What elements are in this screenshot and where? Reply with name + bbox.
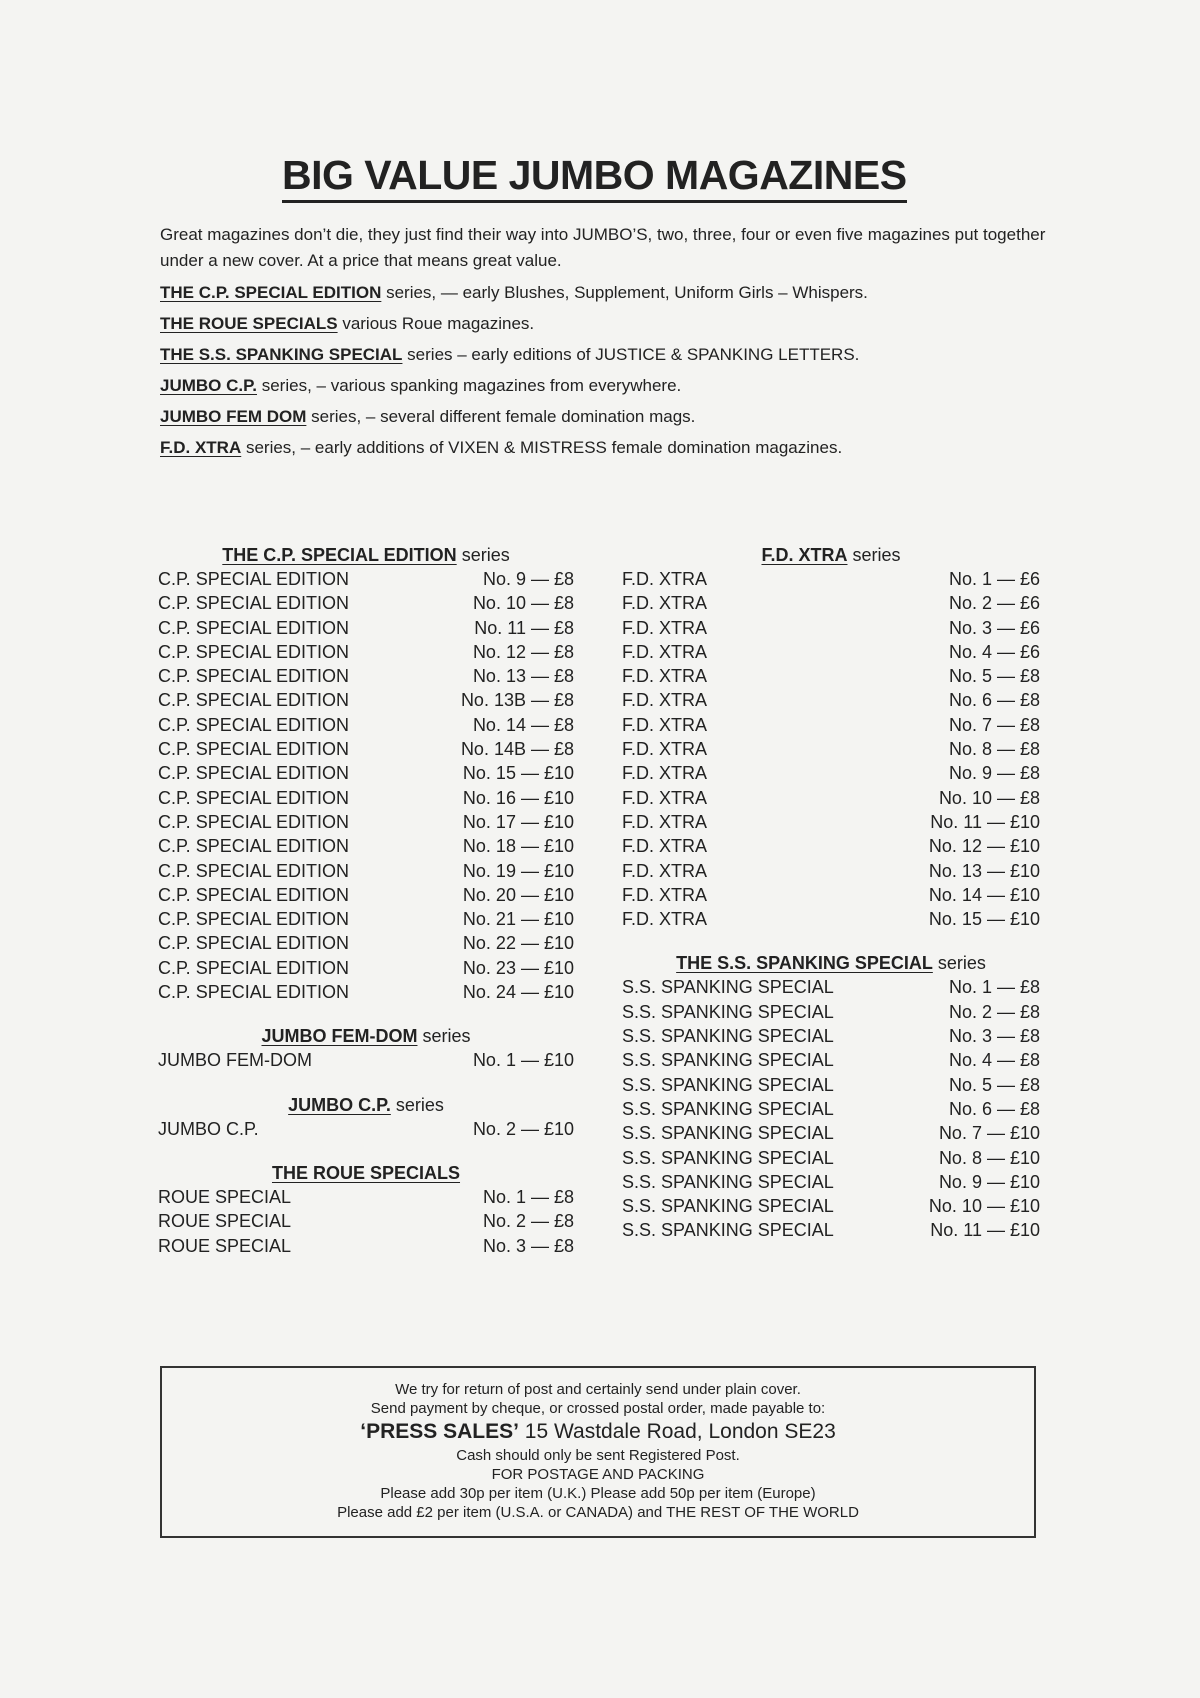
magazine-title: F.D. XTRA [622,884,708,905]
magazine-title: F.D. XTRA [622,569,708,589]
intro-line-text: series, – various spanking magazines from everywhere. [257,376,682,395]
price-list-row [622,688,1040,712]
issue-price: No. 11 — £8 [474,617,574,638]
magazine-title: C.P. SPECIAL EDITION [158,860,350,881]
issue-price: No. 21 — £10 [462,909,574,930]
footer-line: Cash should only be sent Registered Post. [456,1447,740,1464]
price-list-row [622,761,1040,785]
price-list-row [158,810,574,834]
price-list-row [158,956,574,980]
price-list-row [158,1209,574,1233]
intro-line [160,435,1050,461]
price-list-row [622,1024,1040,1048]
intro-line-label: F.D. XTRA [160,438,242,457]
price-list-row [158,591,574,615]
magazine-title: C.P. SPECIAL EDITION [158,666,350,687]
magazine-title: F.D. XTRA [622,836,708,857]
ss-series-suffix: series [932,953,986,974]
issue-price: No. 2 — £10 [472,1118,574,1139]
issue-price: No. 13 — £8 [472,666,574,687]
payee-address [162,1418,1034,1446]
magazine-title: S.S. SPANKING SPECIAL [622,1171,834,1192]
magazine-title: C.P. SPECIAL EDITION [158,909,350,930]
magazine-title: F.D. XTRA [622,714,708,735]
magazine-title: C.P. SPECIAL EDITION [158,593,350,614]
cp-series-list [158,567,574,1004]
magazine-title: F.D. XTRA [622,641,708,662]
issue-price: No. 7 — £10 [938,1123,1040,1144]
issue-price: No. 20 — £10 [462,884,574,905]
issue-price: No. 2 — £8 [948,1001,1040,1022]
price-list-row [158,931,574,955]
price-list-row [622,859,1040,883]
right-column [622,543,1040,1243]
price-list-row [622,737,1040,761]
price-list-row [622,834,1040,858]
ss-series-title: THE S.S. SPANKING SPECIAL [676,953,933,974]
page-title: BIG VALUE JUMBO MAGAZINES [282,152,907,203]
ss-series-header [622,951,1040,975]
price-list-row [158,1185,574,1209]
price-list-row [158,567,574,591]
price-list-row [622,640,1040,664]
intro-line-label: THE ROUE SPECIALS [160,314,338,333]
intro-line-label: THE C.P. SPECIAL EDITION [160,283,382,302]
price-list-row [622,1121,1040,1145]
cp-series-header [158,543,574,567]
issue-price: No. 1 — £6 [948,569,1040,589]
magazine-title: S.S. SPANKING SPECIAL [622,1001,834,1022]
price-list-row [158,664,574,688]
fd-series-header [622,543,1040,567]
price-list-row [622,664,1040,688]
issue-price: No. 5 — £8 [948,1074,1040,1095]
intro-line-text: various Roue magazines. [337,314,535,333]
magazine-title: S.S. SPANKING SPECIAL [622,1123,834,1144]
intro-line [160,311,1050,337]
intro-line-text: series, – several different female domination mags. [306,407,696,426]
magazine-title: C.P. SPECIAL EDITION [158,836,350,857]
issue-price: No. 2 — £6 [948,593,1040,614]
issue-price: No. 14 — £10 [928,884,1040,905]
cp-series-suffix: series [456,545,510,565]
price-list-row [622,810,1040,834]
price-list-row [158,713,574,737]
price-list-row [158,1117,574,1141]
price-list-row [622,1170,1040,1194]
issue-price: No. 3 — £8 [948,1026,1040,1047]
price-list-row [158,1048,574,1072]
issue-price: No. 13 — £10 [928,860,1040,881]
fd-series-list [622,567,1040,931]
price-list-row [622,1218,1040,1242]
ss-series-list [622,975,1040,1242]
magazine-title: F.D. XTRA [622,860,708,881]
issue-price: No. 19 — £10 [462,860,574,881]
intro-line-text: series – early editions of JUSTICE & SPANKING LETTERS. [402,345,860,364]
price-list-row [622,786,1040,810]
magazine-title: F.D. XTRA [622,666,708,687]
issue-price: No. 11 — £10 [930,811,1040,832]
magazine-title: F.D. XTRA [622,811,708,832]
issue-price: No. 7 — £8 [948,714,1040,735]
price-list-row [622,591,1040,615]
footer-line: Please add 30p per item (U.K.) Please add 50p per item (Europe) [380,1485,816,1502]
price-list-row [622,975,1040,999]
issue-price: No. 1 — £10 [472,1050,574,1071]
issue-price: No. 14B — £8 [460,739,574,760]
magazine-title: C.P. SPECIAL EDITION [158,569,350,589]
magazine-title: C.P. SPECIAL EDITION [158,739,350,760]
jumbocp-series-header [158,1093,574,1117]
magazine-title: S.S. SPANKING SPECIAL [622,1098,834,1119]
magazine-title: F.D. XTRA [622,909,708,930]
magazine-title: C.P. SPECIAL EDITION [158,787,350,808]
issue-price: No. 5 — £8 [948,666,1040,687]
price-list-row [622,1000,1040,1024]
price-list-row [622,1097,1040,1121]
footer-line: FOR POSTAGE AND PACKING [491,1466,705,1483]
issue-price: No. 9 — £8 [482,569,574,589]
issue-price: No. 16 — £10 [462,787,574,808]
price-list-row [158,883,574,907]
issue-price: No. 23 — £10 [462,957,574,978]
price-list-row [158,907,574,931]
issue-price: No. 9 — £10 [938,1171,1040,1192]
issue-price: No. 10 — £10 [928,1196,1040,1217]
price-list-row [158,616,574,640]
roue-series-title: THE ROUE SPECIALS [271,1162,461,1183]
issue-price: No. 6 — £8 [948,1098,1040,1119]
roue-series-header [158,1161,574,1185]
ordering-info-box [160,1366,1036,1538]
magazine-title: F.D. XTRA [622,593,708,614]
price-list-row [158,859,574,883]
magazine-title: C.P. SPECIAL EDITION [158,884,350,905]
intro-line-label: JUMBO FEM DOM [160,407,307,426]
issue-price: No. 18 — £10 [462,836,574,857]
issue-price: No. 11 — £10 [930,1220,1040,1241]
issue-price: No. 12 — £8 [472,641,574,662]
price-list-row [622,567,1040,591]
magazine-title: JUMBO C.P. [158,1118,259,1139]
issue-price: No. 4 — £8 [948,1050,1040,1071]
price-list-row [622,1146,1040,1170]
price-list-row [158,786,574,810]
magazine-title: F.D. XTRA [622,690,708,711]
issue-price: No. 10 — £8 [472,593,574,614]
issue-price: No. 8 — £8 [948,739,1040,760]
magazine-title: S.S. SPANKING SPECIAL [622,1074,834,1095]
issue-price: No. 15 — £10 [462,763,574,784]
magazine-title: S.S. SPANKING SPECIAL [622,1050,834,1071]
magazine-title: C.P. SPECIAL EDITION [158,690,350,711]
femdom-series-suffix: series [417,1026,471,1047]
issue-price: No. 22 — £10 [462,933,574,954]
femdom-series-title: JUMBO FEM-DOM [261,1026,418,1047]
price-list-row [158,980,574,1004]
magazine-title: F.D. XTRA [622,739,708,760]
price-list-row [622,907,1040,931]
price-list-row [622,1194,1040,1218]
magazine-title: S.S. SPANKING SPECIAL [622,1196,834,1217]
magazine-title: C.P. SPECIAL EDITION [158,714,350,735]
intro-line [160,404,1050,430]
issue-price: No. 4 — £6 [948,641,1040,662]
payee-name: ‘PRESS SALES’ [360,1420,519,1443]
issue-price: No. 14 — £8 [472,714,574,735]
footer-line: Send payment by cheque, or crossed postal order, made payable to: [370,1400,826,1417]
footer-line: We try for return of post and certainly send under plain cover. [395,1381,801,1398]
magazine-title: C.P. SPECIAL EDITION [158,933,350,954]
issue-price: No. 1 — £8 [482,1186,574,1207]
magazine-title: C.P. SPECIAL EDITION [158,763,350,784]
issue-price: No. 6 — £8 [948,690,1040,711]
intro-line-text: series, – early additions of VIXEN & MISTRESS female domination magazines. [241,438,843,457]
cp-series-title: THE C.P. SPECIAL EDITION [222,545,457,565]
issue-price: No. 24 — £10 [462,982,574,1003]
jumbocp-series-suffix: series [390,1094,444,1115]
issue-price: No. 13B — £8 [460,690,574,711]
price-list-row [622,1048,1040,1072]
price-list-row [622,1073,1040,1097]
issue-price: No. 17 — £10 [462,811,574,832]
intro-line-label: JUMBO C.P. [160,376,257,395]
issue-price: No. 12 — £10 [928,836,1040,857]
issue-price: No. 2 — £8 [482,1211,574,1232]
intro-section [160,222,1050,466]
jumbocp-series-title: JUMBO C.P. [288,1094,391,1115]
magazine-title: S.S. SPANKING SPECIAL [622,977,834,998]
magazine-title: C.P. SPECIAL EDITION [158,811,350,832]
payee-street: 15 Wastdale Road, London SE23 [518,1420,836,1443]
magazine-title: F.D. XTRA [622,787,708,808]
price-list-row [622,616,1040,640]
magazine-title: S.S. SPANKING SPECIAL [622,1147,834,1168]
footer-line: Please add £2 per item (U.S.A. or CANADA) and THE REST OF THE WORLD [337,1504,859,1521]
price-list-row [158,1234,574,1258]
issue-price: No. 3 — £8 [482,1235,574,1256]
intro-line [160,373,1050,399]
issue-price: No. 9 — £8 [948,763,1040,784]
intro-lead: Great magazines don’t die, they just find their way into JUMBO’S, two, three, four or even five magazines put together under a new cover. At a price that means great value. [160,225,1046,270]
jumbocp-series-list [158,1117,574,1141]
magazine-title: ROUE SPECIAL [158,1186,292,1207]
magazine-title: C.P. SPECIAL EDITION [158,617,350,638]
intro-line-label: THE S.S. SPANKING SPECIAL [160,345,403,364]
magazine-title: F.D. XTRA [622,617,708,638]
magazine-title: C.P. SPECIAL EDITION [158,982,350,1003]
left-column [158,543,574,1258]
price-list-row [622,883,1040,907]
magazine-title: JUMBO FEM-DOM [158,1050,312,1071]
price-list-row [158,688,574,712]
issue-price: No. 8 — £10 [938,1147,1040,1168]
magazine-title: ROUE SPECIAL [158,1235,292,1256]
price-list-row [158,640,574,664]
magazine-title: ROUE SPECIAL [158,1211,292,1232]
femdom-series-list [158,1048,574,1072]
issue-price: No. 10 — £8 [938,787,1040,808]
roue-series-list [158,1185,574,1258]
intro-line [160,280,1050,306]
price-list-row [158,737,574,761]
magazine-title: C.P. SPECIAL EDITION [158,957,350,978]
magazine-title: F.D. XTRA [622,763,708,784]
price-list-row [622,713,1040,737]
price-list-row [158,761,574,785]
intro-line [160,342,1050,368]
fd-series-title: F.D. XTRA [761,545,848,565]
femdom-series-header [158,1024,574,1048]
price-list-row [158,834,574,858]
issue-price: No. 1 — £8 [948,977,1040,998]
magazine-title: C.P. SPECIAL EDITION [158,641,350,662]
fd-series-suffix: series [847,545,901,565]
issue-price: No. 15 — £10 [928,909,1040,930]
magazine-title: S.S. SPANKING SPECIAL [622,1220,834,1241]
intro-line-text: series, — early Blushes, Supplement, Uniform Girls – Whispers. [381,283,868,302]
issue-price: No. 3 — £6 [948,617,1040,638]
magazine-title: S.S. SPANKING SPECIAL [622,1026,834,1047]
